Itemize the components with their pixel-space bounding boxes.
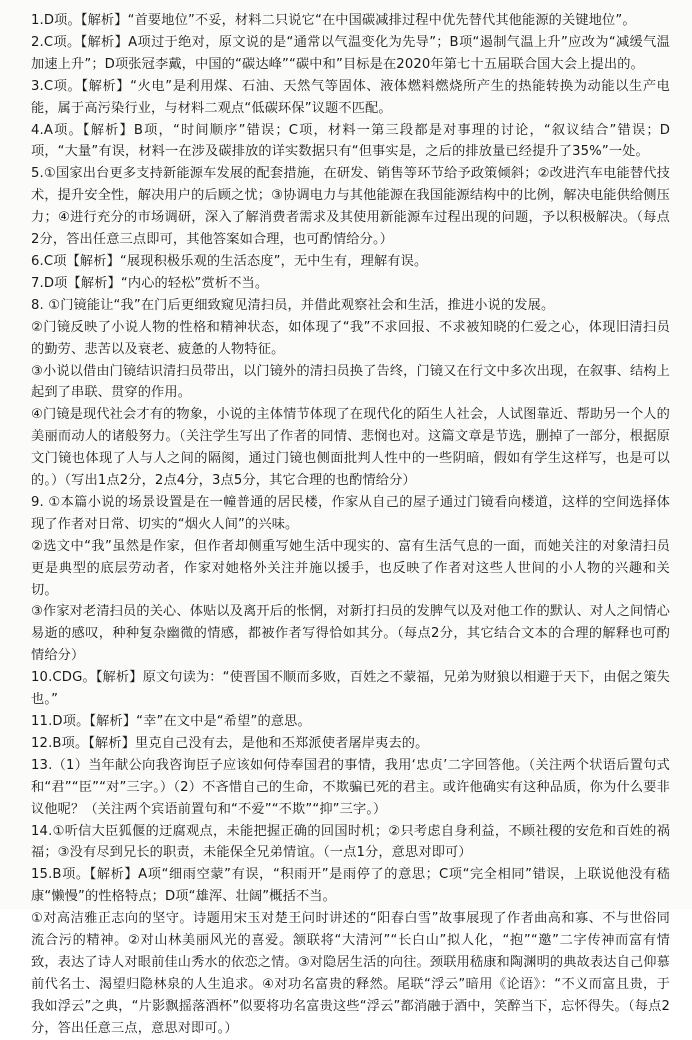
answer-7: 7.D项【解析】“内心的轻松”赏析不当。 (31, 275, 269, 291)
answer-9-point-2: ②选文中“我”虽然是作家，但作者却侧重写她生活中现实的、富有生活气息的一面，而她关注的对象清扫员更是典型的底层劳动者，作家对她格外关注并施以援手，也反映了作者对这些人世间的小人物的兴趣和关切。 (31, 538, 670, 598)
answer-8-point-3: ③小说以借由门镜结识清扫员带出，以门镜外的清扫员换了告终，门镜又在行文中多次出现，在叙事、结构上起到了串联、贯穿的作用。 (31, 363, 670, 401)
answer-3: 3.C项。【解析】“火电”是利用煤、石油、天然气等固体、液体燃料燃烧所产生的热能转换为动能以生产电能，属于高污染行业，与材料二观点“低碳环保”议题不匹配。 (31, 78, 670, 116)
answer-16: ①对高洁雅正志向的坚守。诗题用宋玉对楚王问时讲述的“阳春白雪”故事展现了作者曲高和寡、不与世俗同流合污的精神。②对山林美丽风光的喜爱。颔联将“大清河”“长白山”拟人化，“抱”“邀”二字传神而富有情致，表达了诗人对眼前佳山秀水的依恋之情。③对隐居生活的向往。颈联用嵇康和陶渊明的典故表达自己仰慕前代名士、渴望归隐林泉的人生追求。④对功名富贵的释然。尾联“浮云”暗用《论语》：“不义而富且贵，于我如浮云”之典，“片影飘摇落酒杯”似要将功名富贵这些“浮云”都消融于酒中，笑醉当下，忘怀得失。（每点2分，答出任意三点，意思对即可。） (31, 911, 670, 1036)
answer-8-point-2: ②门镜反映了小说人物的性格和精神状态，如体现了“我”不求回报、不求被知晓的仁爱之心，体现旧清扫员的勤劳、悲苦以及衰老、疲惫的人物特征。 (31, 319, 670, 357)
answer-5: 5.①国家出台更多支持新能源车发展的配套措施，在研发、销售等环节给予政策倾斜；②改进汽车电能替代技术，提升安全性，解决用户的后顾之忧；③协调电力与其他能源在我国能源结构中的比例，解决电能供给侧压力；④进行充分的市场调研，深入了解消费者需求及其使用新能源车过程出现的问题，予以积极解决。（每点2分，答出任意三点即可，其他答案如合理，也可酌情给分。） (31, 166, 670, 248)
answer-6: 6.C项【解析】“展现积极乐观的生活态度”，无中生有，理解有误。 (31, 253, 428, 269)
answer-10: 10.CDG。【解析】原文句读为：“使晋国不顺而多败，百姓之不蒙福，兄弟为财狼以相避于天下，由倨之策失也。” (31, 670, 670, 708)
answer-15: 15.B项。【解析】A项“细雨空蒙”有误，“积雨开”是雨停了的意思；C项“完全相同”错误，上联说他没有嵇康“懒慢”的性格特点；D项“雄浑、壮阔”概括不当。 (31, 867, 670, 905)
answer-2: 2.C项。【解析】A项过于绝对，原文说的是“通常以气温变化为先导”；B项“遏制气温上升”应改为“减缓气温加速上升”；D项张冠李戴，中国的“碳达峰”“碳中和”目标是在2020年第七十五届联合国大会上提出的。 (31, 34, 670, 72)
answer-13: 13.（1）当年献公向我咨询臣子应该如何侍奉国君的事情，我用‘忠贞’二字回答他。（关注两个状语后置句式和“君”“臣”“对”三字。）（2）不吝惜自己的生命，不欺骗已死的君主。或许他确实有这种品质，你为什么要非议他呢？（关注两个宾语前置句和“不爱”“不欺”“抑”三字。） (31, 757, 670, 817)
answer-8-point-1: 8. ①门镜能让“我”在门后更细致窥见清扫员，并借此观察社会和生活，推进小说的发展。 (31, 297, 555, 313)
answer-8-point-4: ④门镜是现代社会才有的物象，小说的主体情节体现了在现代化的陌生人社会，人试图靠近、帮助另一个人的美丽而动人的诸般努力。（关注学生写出了作者的同情、悲悯也对。这篇文章是节选，删掉了一部分，根据原文门镜也体现了人与人之间的隔阂，通过门镜也侧面批判人性中的一些阴暗，假如有学生这样写，也是可以的。）（写出1点2分，2点4分，3点5分，其它合理的也酌情给分） (31, 407, 670, 489)
answer-11: 11.D项。【解析】“幸”在文中是“希望”的意思。 (31, 714, 311, 729)
answer-14: 14.①听信大臣狐偃的迂腐观点，未能把握正确的回国时机；②只考虑自身利益，不顾社稷的安危和百姓的祸福；③没有尽到兄长的职责，未能保全兄弟情谊。（一点1分，意思对即可） (31, 823, 670, 861)
answer-12: 12.B项。【解析】里克自己没有去，是他和丕郑派使者屠岸夷去的。 (31, 735, 429, 751)
answer-1: 1.D项。【解析】“首要地位”不妥，材料二只说它“在中国碳减排过程中优先替代其他能源的关键地位”。 (31, 13, 636, 28)
answer-4: 4.A项。【解析】B项，“时间顺序”错误；C项，材料一第三段都是对事理的讨论，“叙议结合”错误；D项，“大量”有误，材料一在涉及碳排放的详实数据只有“但事实是，之后的排放量已经提升了35%”一处。 (31, 122, 670, 160)
answer-9-point-3: ③作家对老清扫员的关心、体贴以及离开后的怅惘，对新打扫员的发脾气以及对他工作的默认、对人之间情心易逝的感叹，种种复杂幽微的情感，都被作者写得恰如其分。（每点2分，其它结合文本的合理的解释也可酌情给分） (31, 604, 670, 664)
answer-9-point-1: 9. ①本篇小说的场景设置是在一幢普通的居民楼，作家从自己的屋子通过门镜看向楼道，这样的空间选择体现了作者对日常、切实的“烟火人间”的兴味。 (31, 494, 670, 532)
